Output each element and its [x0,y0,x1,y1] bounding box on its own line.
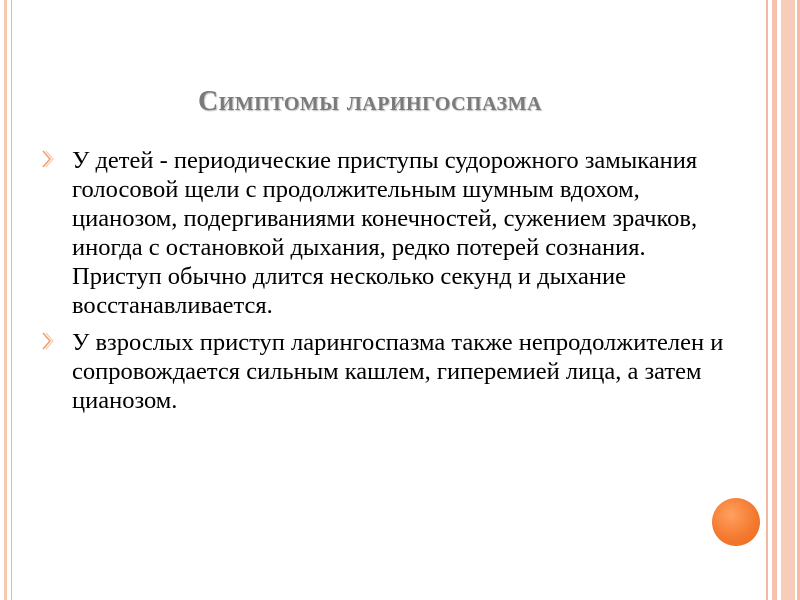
orange-circle-decoration [712,498,760,546]
bullet-text: У детей - периодические приступы судорожного замыкания голосовой щели с продолжительным шумным вдохом, цианозом, подергиваниями конечностей, сужением зрачков, иногда с остановкой дыхания, редко потерей сознания. Приступ обычно длится несколько секунд и дыхание восстанавливается. [72,147,698,319]
slide-title: Симптомы ларингоспазма [198,86,542,117]
bracket-bullet-icon [40,148,54,170]
right-frame-line-1 [766,0,768,600]
right-frame-band [781,0,795,600]
bullet-text: У взрослых приступ ларингоспазма также непродолжителен и сопровождается сильным кашлем, гиперемией лица, а затем цианозом. [72,329,724,414]
bracket-bullet-icon [40,330,54,352]
bullet-list [40,146,740,423]
left-frame-line-inner [11,0,12,600]
bullet-item [40,328,740,415]
bullet-item [40,146,740,320]
left-frame-line-outer [4,0,7,600]
right-frame-line-2 [772,0,777,600]
